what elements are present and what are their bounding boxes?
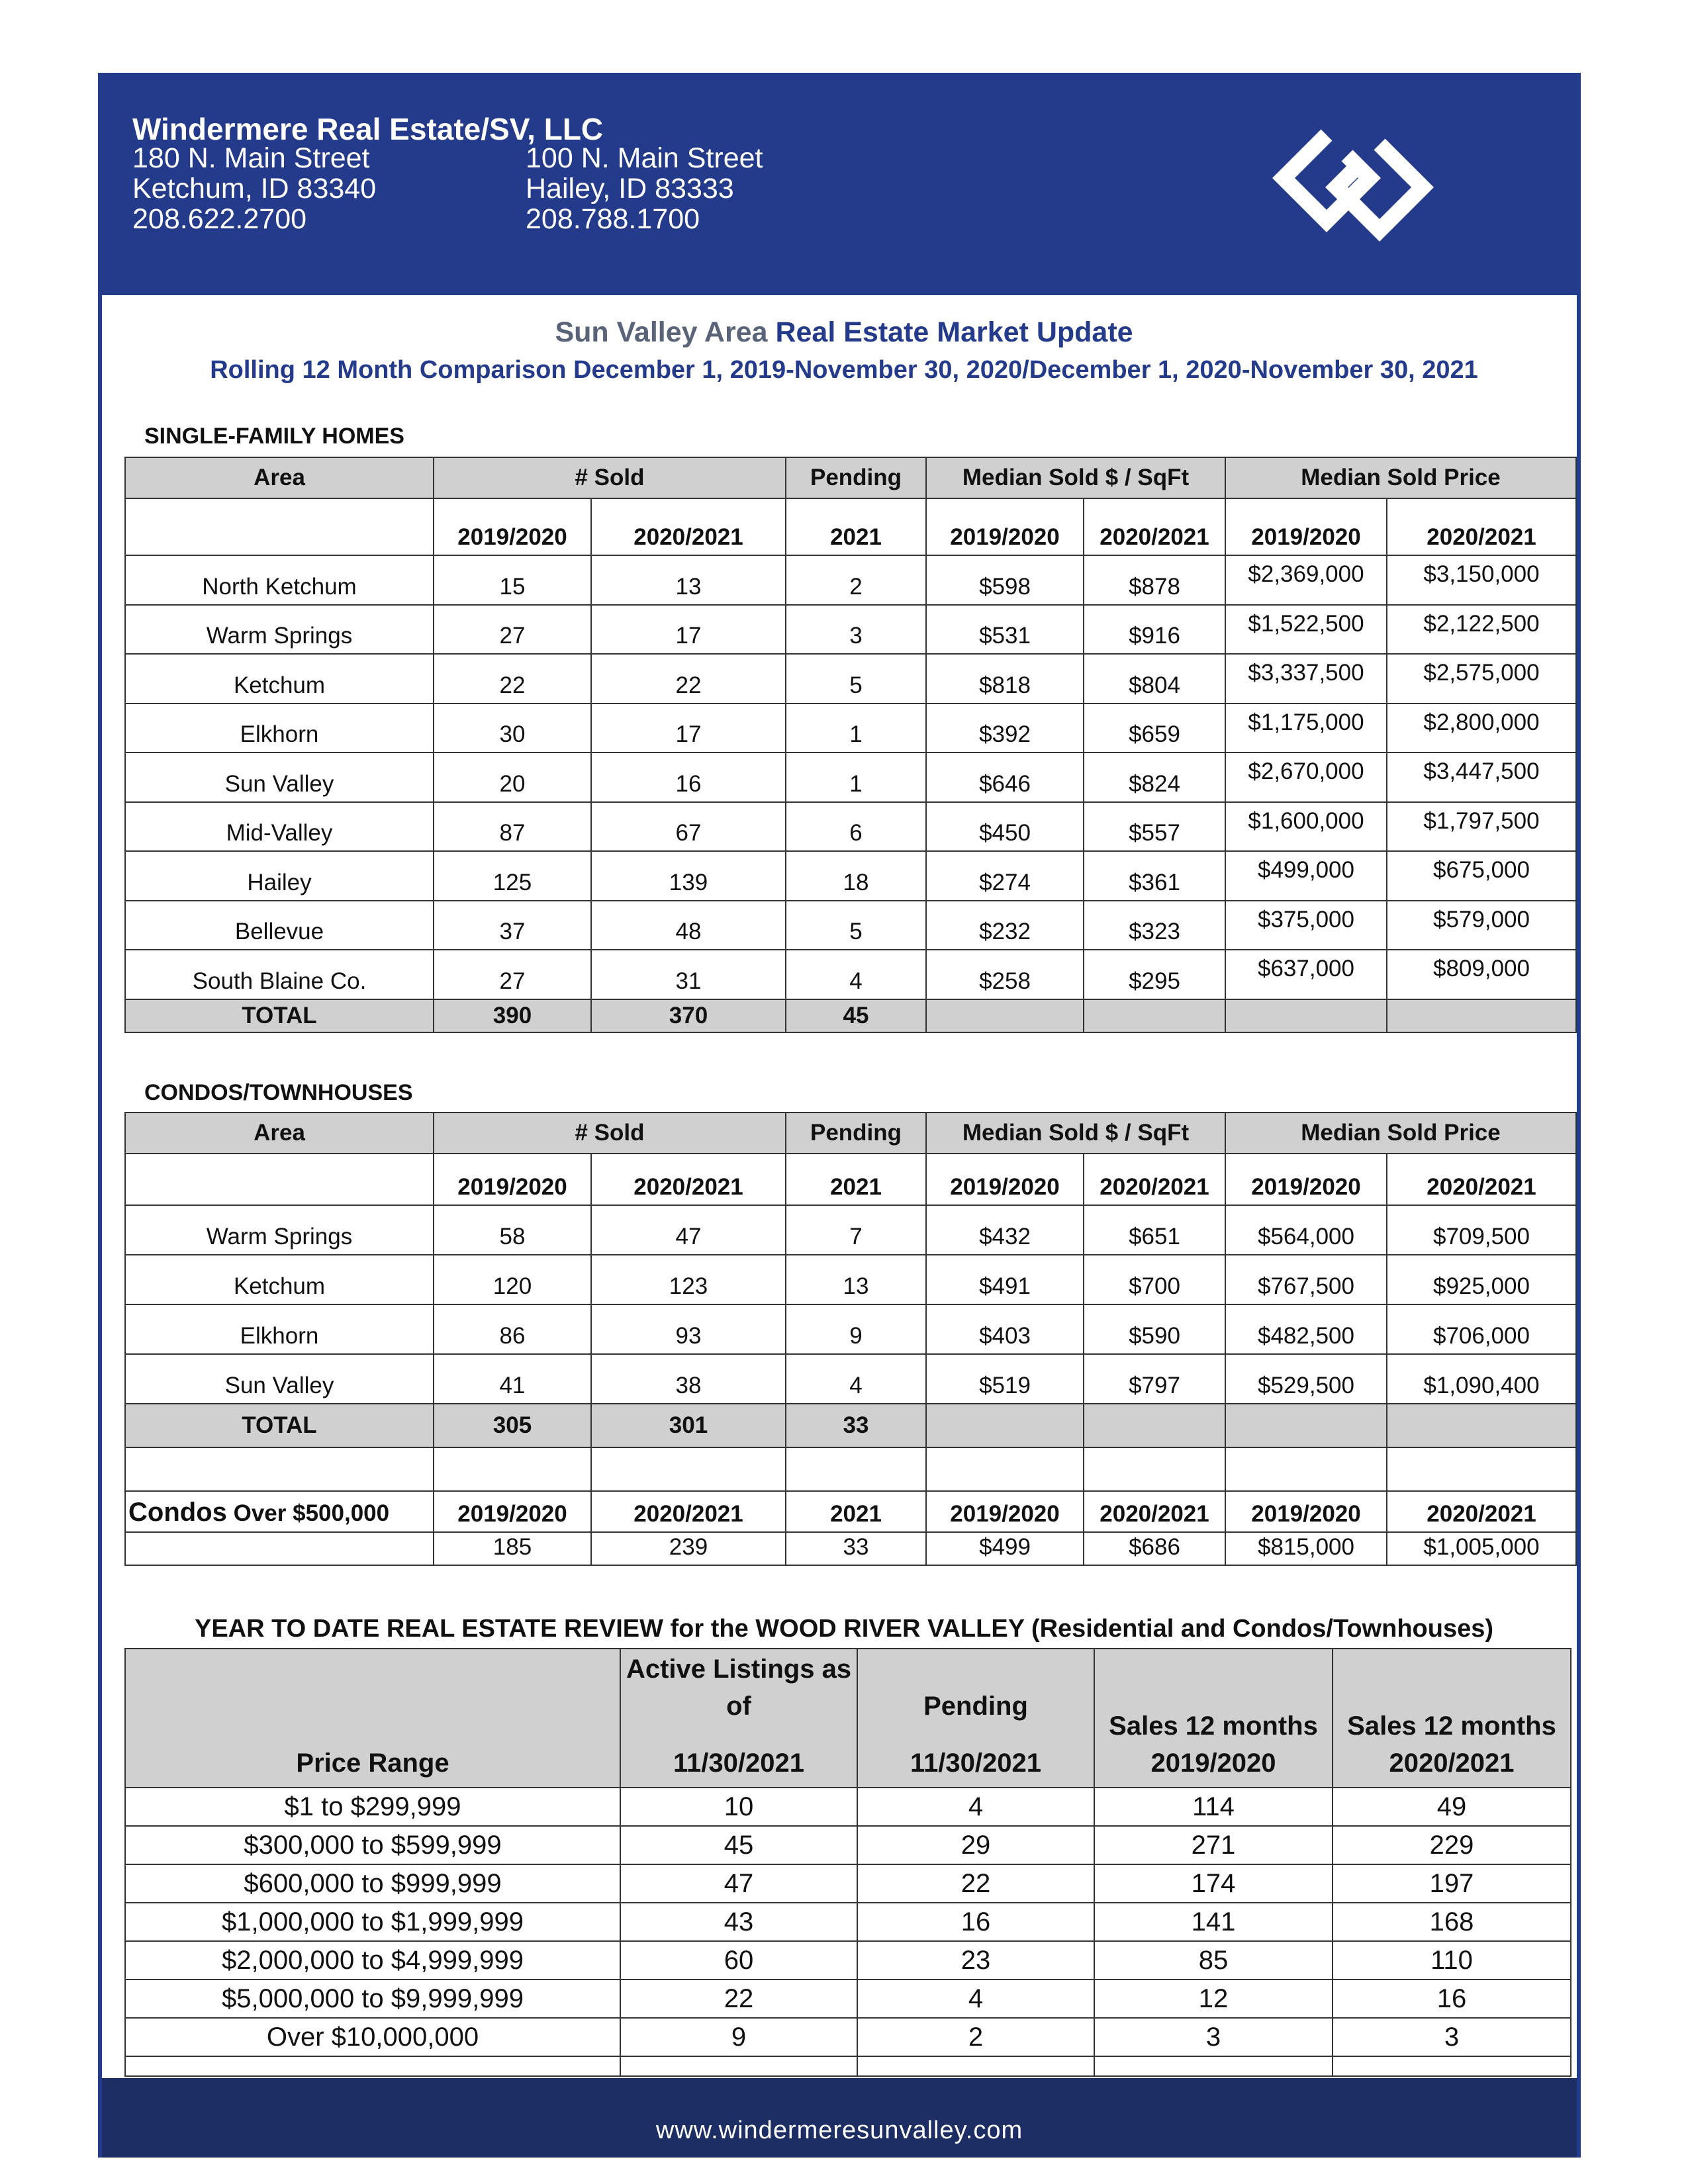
office-hailey-address (526, 143, 763, 234)
sfh-sold-2019-cell: 20 (434, 752, 591, 802)
ytd-header-pending-date: 11/30/2021 (910, 1749, 1041, 1778)
sfh-sqft-2019-cell: $232 (926, 901, 1084, 950)
ytd-pending-cell: 4 (857, 1788, 1094, 1826)
condos-pending-cell: 4 (786, 1354, 926, 1404)
sfh-sold-2020-cell: 139 (591, 851, 786, 901)
report-title (0, 316, 1688, 349)
ytd-header-sales-2020-line1: Sales 12 months (1347, 1711, 1556, 1741)
condos-total-row (125, 1404, 1576, 1447)
condos-over500-header: 2020/2021 (1387, 1491, 1576, 1532)
ytd-active-cell: 9 (620, 2018, 857, 2056)
sfh-price-2020-cell: $3,150,000 (1387, 555, 1576, 605)
sfh-price-2020-cell: $675,000 (1387, 851, 1576, 901)
condos-price-2019-cell: $767,500 (1225, 1255, 1387, 1304)
condos-over500-header-row (125, 1491, 1576, 1532)
sfh-table-row (125, 654, 1576, 704)
ytd-sales-2019-cell: 3 (1094, 2018, 1333, 2056)
condos-over500-value: 239 (591, 1532, 786, 1565)
ytd-sales-2020-cell: 168 (1333, 1903, 1571, 1941)
ytd-range-cell: Over $10,000,000 (125, 2018, 620, 2056)
condos-sold-2020-cell: 123 (591, 1255, 786, 1304)
condos-sqft-2019-cell: $491 (926, 1255, 1084, 1304)
company-name: Windermere Real Estate/SV, LLC (132, 112, 604, 146)
office-hailey-street: 100 N. Main Street (526, 142, 763, 174)
ytd-range-cell: $1 to $299,999 (125, 1788, 620, 1826)
ytd-sales-2020-cell: 110 (1333, 1941, 1571, 1979)
page-header (102, 77, 1577, 295)
sfh-price-2020-cell: $579,000 (1387, 901, 1576, 950)
sfh-header-sqft: Median Sold $ / SqFt (926, 457, 1225, 498)
sfh-sold-2019-cell: 125 (434, 851, 591, 901)
condos-price-2019-cell: $482,500 (1225, 1304, 1387, 1354)
sfh-header-row (125, 457, 1576, 498)
condos-sqft-2020-cell: $590 (1084, 1304, 1225, 1354)
condos-over500-value: 185 (434, 1532, 591, 1565)
ytd-sales-2020-cell: 49 (1333, 1788, 1571, 1826)
sfh-sqft-2019-cell: $392 (926, 704, 1084, 753)
sfh-total-label: TOTAL (125, 999, 434, 1032)
sfh-area-cell: North Ketchum (125, 555, 434, 605)
sfh-sold-2019-cell: 87 (434, 802, 591, 852)
ytd-pending-cell: 29 (857, 1826, 1094, 1864)
sfh-header-sold: # Sold (434, 457, 786, 498)
sfh-subheader: 2020/2021 (1084, 498, 1225, 555)
sfh-sold-2020-cell: 31 (591, 950, 786, 999)
sfh-sold-2019-cell: 22 (434, 654, 591, 704)
ytd-header-pending (857, 1649, 1094, 1788)
sfh-sqft-2020-cell: $804 (1084, 654, 1225, 704)
ytd-table-row (125, 1826, 1571, 1864)
ytd-title: YEAR TO DATE REAL ESTATE REVIEW for the WOOD RIVER VALLEY (Residential and Condos/Townhouses) (194, 1615, 1494, 1643)
condos-sqft-2019-cell: $403 (926, 1304, 1084, 1354)
condos-total-pending: 33 (786, 1404, 926, 1447)
ytd-active-cell: 47 (620, 1864, 857, 1903)
ytd-range-cell: $300,000 to $599,999 (125, 1826, 620, 1864)
ytd-header-sales-2019 (1094, 1649, 1333, 1788)
sfh-price-2019-cell: $1,522,500 (1225, 605, 1387, 655)
sfh-sold-2020-cell: 17 (591, 704, 786, 753)
sfh-price-2019-cell: $637,000 (1225, 950, 1387, 999)
ytd-active-cell: 60 (620, 1941, 857, 1979)
sfh-price-2020-cell: $3,447,500 (1387, 752, 1576, 802)
sfh-total-sold-2020: 370 (591, 999, 786, 1032)
condos-pending-cell: 9 (786, 1304, 926, 1354)
condos-sqft-2020-cell: $700 (1084, 1255, 1225, 1304)
sfh-sqft-2019-cell: $258 (926, 950, 1084, 999)
ytd-sales-2020-cell: 16 (1333, 1979, 1571, 2018)
ytd-active-cell: 22 (620, 1979, 857, 2018)
condos-over500-label (125, 1491, 434, 1532)
sfh-sqft-2019-cell: $818 (926, 654, 1084, 704)
sfh-price-2019-cell: $3,337,500 (1225, 654, 1387, 704)
sfh-sqft-2020-cell: $659 (1084, 704, 1225, 753)
condos-area-cell: Elkhorn (125, 1304, 434, 1354)
ytd-table-row (125, 2018, 1571, 2056)
condos-subheader-row (125, 1154, 1576, 1205)
ytd-sales-2019-cell: 12 (1094, 1979, 1333, 2018)
sfh-pending-cell: 5 (786, 654, 926, 704)
office-hailey-city: Hailey, ID 83333 (526, 173, 734, 205)
sfh-area-cell: Elkhorn (125, 704, 434, 753)
condos-over500-label-small: Over $500,000 (233, 1500, 390, 1526)
sfh-price-2020-cell: $2,122,500 (1387, 605, 1576, 655)
condos-header-pending: Pending (786, 1113, 926, 1154)
sfh-area-cell: Ketchum (125, 654, 434, 704)
condos-pending-cell: 7 (786, 1205, 926, 1255)
condos-over500-header: 2019/2020 (926, 1491, 1084, 1532)
condos-sold-2019-cell: 41 (434, 1354, 591, 1404)
condos-over500-header: 2019/2020 (434, 1491, 591, 1532)
sfh-sqft-2019-cell: $646 (926, 752, 1084, 802)
sfh-pending-cell: 1 (786, 704, 926, 753)
sfh-table-row (125, 704, 1576, 753)
condos-sold-2019-cell: 58 (434, 1205, 591, 1255)
ytd-table-row (125, 1979, 1571, 2018)
sfh-pending-cell: 2 (786, 555, 926, 605)
sfh-sqft-2020-cell: $824 (1084, 752, 1225, 802)
condos-header-sold: # Sold (434, 1113, 786, 1154)
ytd-pending-cell: 23 (857, 1941, 1094, 1979)
sfh-subheader: 2019/2020 (1225, 498, 1387, 555)
sfh-area-cell: Warm Springs (125, 605, 434, 655)
condos-subheader: 2019/2020 (434, 1154, 591, 1205)
condos-section-label: CONDOS/TOWNHOUSES (144, 1080, 413, 1105)
ytd-table-row (125, 1864, 1571, 1903)
ytd-active-cell: 45 (620, 1826, 857, 1864)
ytd-pending-cell: 16 (857, 1903, 1094, 1941)
sfh-sqft-2020-cell: $557 (1084, 802, 1225, 852)
sfh-sold-2019-cell: 37 (434, 901, 591, 950)
sfh-pending-cell: 3 (786, 605, 926, 655)
sfh-price-2020-cell: $2,800,000 (1387, 704, 1576, 753)
condos-sold-2020-cell: 93 (591, 1304, 786, 1354)
ytd-header-sales-2019-line1: Sales 12 months (1109, 1711, 1318, 1741)
sfh-price-2019-cell: $2,670,000 (1225, 752, 1387, 802)
ytd-header-pending-label: Pending (923, 1692, 1028, 1721)
ytd-active-cell: 10 (620, 1788, 857, 1826)
condos-sold-2019-cell: 86 (434, 1304, 591, 1354)
condos-over500-value: $686 (1084, 1532, 1225, 1565)
condos-over500-label-big: Condos (128, 1498, 227, 1527)
page-footer (102, 2078, 1577, 2158)
sfh-table-row (125, 605, 1576, 655)
condos-sold-2020-cell: 38 (591, 1354, 786, 1404)
website-link[interactable]: www.windermeresunvalley.com (655, 2116, 1023, 2144)
ytd-header-range: Price Range (125, 1649, 620, 1788)
sfh-sqft-2019-cell: $274 (926, 851, 1084, 901)
sfh-area-cell: Mid-Valley (125, 802, 434, 852)
ytd-pending-cell: 22 (857, 1864, 1094, 1903)
condos-price-2020-cell: $706,000 (1387, 1304, 1576, 1354)
sfh-price-2019-cell: $1,600,000 (1225, 802, 1387, 852)
condos-table-row (125, 1255, 1576, 1304)
sfh-pending-cell: 18 (786, 851, 926, 901)
sfh-sqft-2019-cell: $450 (926, 802, 1084, 852)
sfh-total-pending: 45 (786, 999, 926, 1032)
ytd-range-cell: $5,000,000 to $9,999,999 (125, 1979, 620, 2018)
condos-sqft-2020-cell: $651 (1084, 1205, 1225, 1255)
condos-subheader: 2019/2020 (926, 1154, 1084, 1205)
sfh-table-row (125, 752, 1576, 802)
sfh-sold-2020-cell: 67 (591, 802, 786, 852)
condos-total-label: TOTAL (125, 1404, 434, 1447)
ytd-header-sales-2020 (1333, 1649, 1571, 1788)
ytd-header-active-line2: of (726, 1692, 751, 1721)
sfh-sqft-2020-cell: $295 (1084, 950, 1225, 999)
condos-over500-value: 33 (786, 1532, 926, 1565)
sfh-sold-2020-cell: 16 (591, 752, 786, 802)
ytd-table-row (125, 1903, 1571, 1941)
ytd-range-cell: $2,000,000 to $4,999,999 (125, 1941, 620, 1979)
condos-sqft-2020-cell: $797 (1084, 1354, 1225, 1404)
condos-header-area: Area (125, 1113, 434, 1154)
sfh-subheader: 2021 (786, 498, 926, 555)
ytd-table-row (125, 1941, 1571, 1979)
condos-sqft-2019-cell: $432 (926, 1205, 1084, 1255)
ytd-header-row (125, 1649, 1571, 1788)
sfh-area-cell: Sun Valley (125, 752, 434, 802)
ytd-sales-2020-cell: 197 (1333, 1864, 1571, 1903)
sfh-table-row (125, 851, 1576, 901)
ytd-spacer-row (125, 2056, 1571, 2076)
sfh-table-row (125, 802, 1576, 852)
sfh-sqft-2020-cell: $916 (1084, 605, 1225, 655)
ytd-sales-2019-cell: 271 (1094, 1826, 1333, 1864)
sfh-table-row (125, 555, 1576, 605)
condos-table-row (125, 1304, 1576, 1354)
condos-price-2019-cell: $529,500 (1225, 1354, 1387, 1404)
sfh-section-label: SINGLE-FAMILY HOMES (144, 424, 404, 449)
condos-area-cell: Warm Springs (125, 1205, 434, 1255)
report-title-main: Real Estate Market Update (775, 316, 1133, 348)
condos-sqft-2019-cell: $519 (926, 1354, 1084, 1404)
office-ketchum-phone: 208.622.2700 (132, 203, 307, 235)
condos-over500-header: 2021 (786, 1491, 926, 1532)
ytd-sales-2019-cell: 141 (1094, 1903, 1333, 1941)
sfh-sold-2020-cell: 22 (591, 654, 786, 704)
condos-over500-values-row (125, 1532, 1576, 1565)
sfh-pending-cell: 6 (786, 802, 926, 852)
sfh-sold-2019-cell: 27 (434, 950, 591, 999)
sfh-table-row (125, 901, 1576, 950)
ytd-header-sales-2019-line2: 2019/2020 (1150, 1749, 1276, 1778)
sfh-price-2019-cell: $375,000 (1225, 901, 1387, 950)
office-hailey-phone: 208.788.1700 (526, 203, 700, 235)
condos-over500-value: $815,000 (1225, 1532, 1387, 1565)
ytd-table (124, 1648, 1571, 2077)
sfh-subheader: 2020/2021 (1387, 498, 1576, 555)
condos-subheader: 2021 (786, 1154, 926, 1205)
condos-subheader: 2020/2021 (1387, 1154, 1576, 1205)
ytd-sales-2020-cell: 229 (1333, 1826, 1571, 1864)
sfh-price-2020-cell: $809,000 (1387, 950, 1576, 999)
condos-over500-header: 2020/2021 (591, 1491, 786, 1532)
sfh-sold-2019-cell: 15 (434, 555, 591, 605)
condos-header-row (125, 1113, 1576, 1154)
condos-area-cell: Ketchum (125, 1255, 434, 1304)
condos-over500-header: 2020/2021 (1084, 1491, 1225, 1532)
ytd-range-cell: $1,000,000 to $1,999,999 (125, 1903, 620, 1941)
sfh-sold-2020-cell: 48 (591, 901, 786, 950)
condos-price-2020-cell: $709,500 (1387, 1205, 1576, 1255)
condos-price-2020-cell: $925,000 (1387, 1255, 1576, 1304)
sfh-subheader-row (125, 498, 1576, 555)
sfh-sold-2020-cell: 17 (591, 605, 786, 655)
ytd-header-active-date: 11/30/2021 (673, 1749, 804, 1778)
condos-total-sold-2019: 305 (434, 1404, 591, 1447)
sfh-total-row (125, 999, 1576, 1032)
sfh-header-price: Median Sold Price (1225, 457, 1576, 498)
report-title-area: Sun Valley Area (555, 316, 768, 348)
office-ketchum-street: 180 N. Main Street (132, 142, 370, 174)
sfh-sqft-2019-cell: $531 (926, 605, 1084, 655)
sfh-table-row (125, 950, 1576, 999)
condos-over500-value: $1,005,000 (1387, 1532, 1576, 1565)
sfh-pending-cell: 4 (786, 950, 926, 999)
office-ketchum-city: Ketchum, ID 83340 (132, 173, 377, 205)
sfh-header-area: Area (125, 457, 434, 498)
sfh-sqft-2020-cell: $361 (1084, 851, 1225, 901)
condos-price-2020-cell: $1,090,400 (1387, 1354, 1576, 1404)
sfh-sqft-2019-cell: $598 (926, 555, 1084, 605)
sfh-subheader: 2019/2020 (926, 498, 1084, 555)
condos-sold-2019-cell: 120 (434, 1255, 591, 1304)
condos-pending-cell: 13 (786, 1255, 926, 1304)
condos-price-2019-cell: $564,000 (1225, 1205, 1387, 1255)
condos-subheader: 2019/2020 (1225, 1154, 1387, 1205)
sfh-pending-cell: 1 (786, 752, 926, 802)
condos-subheader: 2020/2021 (591, 1154, 786, 1205)
ytd-header-active-line1: Active Listings as (626, 1655, 852, 1684)
condos-header-price: Median Sold Price (1225, 1113, 1576, 1154)
sfh-price-2020-cell: $2,575,000 (1387, 654, 1576, 704)
sfh-total-sold-2019: 390 (434, 999, 591, 1032)
sfh-header-pending: Pending (786, 457, 926, 498)
condos-spacer-row (125, 1447, 1576, 1491)
condos-over500-value: $499 (926, 1532, 1084, 1565)
ytd-active-cell: 43 (620, 1903, 857, 1941)
sfh-subheader: 2019/2020 (434, 498, 591, 555)
office-ketchum-address (132, 143, 376, 234)
condos-subheader: 2020/2021 (1084, 1154, 1225, 1205)
sfh-price-2019-cell: $1,175,000 (1225, 704, 1387, 753)
ytd-header-sales-2020-line2: 2020/2021 (1389, 1749, 1515, 1778)
sfh-area-cell: Hailey (125, 851, 434, 901)
sfh-price-2019-cell: $499,000 (1225, 851, 1387, 901)
ytd-table-row (125, 1788, 1571, 1826)
sfh-sold-2019-cell: 30 (434, 704, 591, 753)
ytd-sales-2019-cell: 85 (1094, 1941, 1333, 1979)
sfh-subheader: 2020/2021 (591, 498, 786, 555)
report-subtitle: Rolling 12 Month Comparison December 1, 2019-November 30, 2020/December 1, 2020-November 30, 2021 (210, 356, 1478, 384)
condos-total-sold-2020: 301 (591, 1404, 786, 1447)
ytd-sales-2020-cell: 3 (1333, 2018, 1571, 2056)
sfh-area-cell: Bellevue (125, 901, 434, 950)
sfh-price-2020-cell: $1,797,500 (1387, 802, 1576, 852)
condos-table (124, 1112, 1577, 1566)
sfh-sold-2020-cell: 13 (591, 555, 786, 605)
ytd-sales-2019-cell: 114 (1094, 1788, 1333, 1826)
ytd-sales-2019-cell: 174 (1094, 1864, 1333, 1903)
condos-over500-header: 2019/2020 (1225, 1491, 1387, 1532)
sfh-sold-2019-cell: 27 (434, 605, 591, 655)
ytd-header-active (620, 1649, 857, 1788)
windermere-logo-icon (1257, 123, 1449, 242)
ytd-pending-cell: 2 (857, 2018, 1094, 2056)
sfh-price-2019-cell: $2,369,000 (1225, 555, 1387, 605)
condos-table-row (125, 1354, 1576, 1404)
ytd-range-cell: $600,000 to $999,999 (125, 1864, 620, 1903)
condos-area-cell: Sun Valley (125, 1354, 434, 1404)
condos-sold-2020-cell: 47 (591, 1205, 786, 1255)
sfh-table (124, 457, 1577, 1033)
ytd-pending-cell: 4 (857, 1979, 1094, 2018)
sfh-sqft-2020-cell: $323 (1084, 901, 1225, 950)
sfh-pending-cell: 5 (786, 901, 926, 950)
sfh-sqft-2020-cell: $878 (1084, 555, 1225, 605)
sfh-area-cell: South Blaine Co. (125, 950, 434, 999)
condos-table-row (125, 1205, 1576, 1255)
condos-header-sqft: Median Sold $ / SqFt (926, 1113, 1225, 1154)
